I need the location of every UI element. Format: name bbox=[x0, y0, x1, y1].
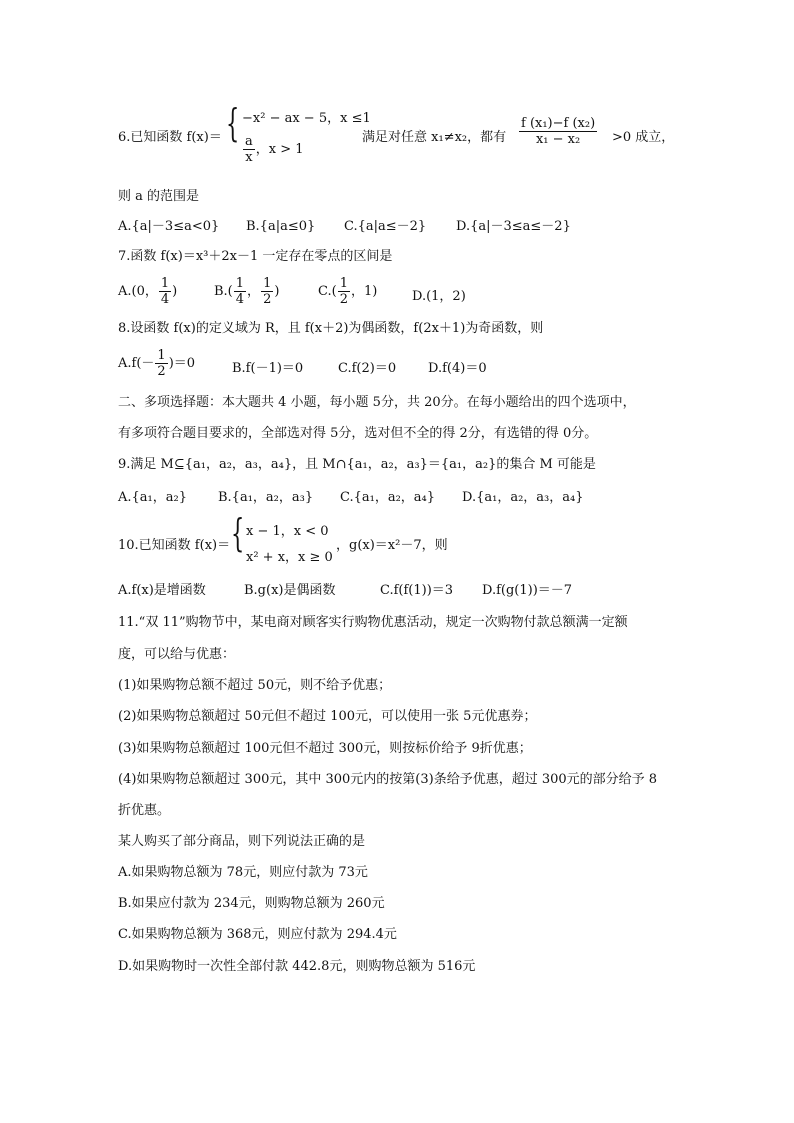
q7-c-num: 1 bbox=[339, 276, 348, 291]
q10-case2: x² + x，x ≥ 0 bbox=[246, 550, 333, 565]
q6-fraction bbox=[518, 116, 598, 147]
q7-a-den: 4 bbox=[160, 292, 170, 307]
q9-option-d: D.{a₁，a₂，a₃，a₄} bbox=[462, 490, 584, 505]
q10-suffix: ，g(x)＝x²－7，则 bbox=[336, 538, 448, 553]
q7-b-den2: 2 bbox=[263, 292, 272, 307]
q10-option-d: D.f(g(1))＝－7 bbox=[482, 583, 573, 598]
q6-case2-den: x bbox=[245, 150, 253, 165]
q7-b-post: ) bbox=[274, 284, 280, 299]
q9-option-a: A.{a₁，a₂} bbox=[118, 490, 187, 505]
q8-a-pre: A.f(－ bbox=[118, 356, 155, 371]
q6-case2-num: a bbox=[245, 134, 253, 149]
q11-rule2: (2)如果购物总额超过 50元但不超过 100元，可以使用一张 5元优惠券； bbox=[118, 709, 537, 724]
q9-option-c: C.{a₁，a₂，a₄} bbox=[340, 490, 436, 505]
q6-option-d: D.{a|－3≤a≤－2} bbox=[456, 219, 571, 234]
q9-option-b: B.{a₁，a₂，a₃} bbox=[218, 490, 314, 505]
section2-line2: 有多项符合题目要求的，全部选对得 5分，选对但不全的得 2分，有选错的得 0分。 bbox=[118, 426, 598, 441]
q11-rule4b: 折优惠。 bbox=[118, 803, 171, 818]
q7-a-post: ) bbox=[172, 284, 178, 299]
q6-case2-cond: ，x > 1 bbox=[255, 142, 304, 157]
section2-line1: 二、多项选择题：本大题共 4 小题，每小题 5分，共 20分。在每小题给出的四个选项中， bbox=[118, 395, 636, 410]
q6-option-a: A.{a|－3≤a<0} bbox=[118, 219, 220, 234]
q8-a-post: )＝0 bbox=[168, 356, 196, 371]
q7-option-b bbox=[214, 276, 279, 307]
q11-rule3: (3)如果购物总额超过 100元但不超过 300元，则按标价给予 9折优惠； bbox=[118, 741, 532, 756]
q9-stem: 9.满足 M⊆{a₁，a₂，a₃，a₄}，且 M∩{a₁，a₂，a₃}＝{a₁，a₂}的集合 M 可能是 bbox=[118, 457, 596, 472]
q7-stem: 7.函数 f(x)＝x³＋2x－1 一定存在零点的区间是 bbox=[118, 249, 393, 264]
q6-frac-num: f (x₁)−f (x₂) bbox=[521, 116, 596, 131]
q7-option-c bbox=[318, 276, 377, 307]
q6-case1: −x² − ax − 5，x ≤1 bbox=[242, 111, 371, 126]
q7-c-post: ，1) bbox=[350, 284, 378, 299]
q8-a-num: 1 bbox=[157, 348, 166, 363]
q7-option-d: D.(1，2) bbox=[412, 289, 466, 304]
q10-case1: x − 1，x < 0 bbox=[246, 524, 329, 539]
q6-option-b: B.{a|a≤0} bbox=[246, 219, 316, 234]
q7-b-den1: 4 bbox=[235, 292, 245, 307]
q8-option-b: B.f(－1)＝0 bbox=[232, 361, 304, 376]
q6-mid: 满足对任意 x₁≠x₂，都有 bbox=[362, 130, 507, 145]
q11-line1: 11.“双 11”购物节中，某电商对顾客实行购物优惠活动，规定一次购物付款总额满一定额 bbox=[118, 615, 628, 630]
q10-prefix: 10.已知函数 f(x)＝ bbox=[118, 538, 231, 553]
q8-option-c: C.f(2)＝0 bbox=[338, 361, 397, 376]
q11-option-b: B.如果应付款为 234元，则购物总额为 260元 bbox=[118, 896, 385, 911]
q7-a-num: 1 bbox=[160, 276, 170, 291]
q10-option-c: C.f(f(1))＝3 bbox=[380, 583, 454, 598]
q10-brace: { bbox=[231, 511, 245, 555]
q10-option-a: A.f(x)是增函数 bbox=[118, 583, 206, 598]
q8-option-d: D.f(4)＝0 bbox=[428, 361, 487, 376]
q7-a-pre: A.(0， bbox=[118, 284, 158, 299]
q7-b-pre: B.( bbox=[214, 284, 233, 299]
q7-b-mid: ， bbox=[247, 284, 261, 299]
q6-case2 bbox=[242, 134, 304, 165]
q8-stem: 8.设函数 f(x)的定义域为 R，且 f(x＋2)为偶函数，f(2x＋1)为奇函数，则 bbox=[118, 321, 544, 336]
q7-b-num1: 1 bbox=[235, 276, 245, 291]
q6-prefix: 6.已知函数 f(x)＝ bbox=[118, 130, 222, 145]
q10-option-b: B.g(x)是偶函数 bbox=[244, 583, 336, 598]
q6-frac-den: x₁ − x₂ bbox=[535, 132, 581, 147]
q7-c-pre: C.( bbox=[318, 284, 337, 299]
q11-option-c: C.如果购物总额为 368元，则应付款为 294.4元 bbox=[118, 927, 397, 942]
q8-a-den: 2 bbox=[157, 364, 166, 379]
q11-intro: 某人购买了部分商品，则下列说法正确的是 bbox=[118, 834, 366, 849]
q11-rule4: (4)如果购物总额超过 300元，其中 300元内的按第(3)条给予优惠，超过 300元的部分给予 8 bbox=[118, 772, 658, 787]
q6-option-c: C.{a|a≤－2} bbox=[344, 219, 427, 234]
q6-brace: { bbox=[226, 101, 240, 145]
q11-option-d: D.如果购物时一次性全部付款 442.8元，则购物总额为 516元 bbox=[118, 959, 476, 974]
q7-b-num2: 1 bbox=[263, 276, 272, 291]
q6-line2: 则 a 的范围是 bbox=[118, 189, 200, 204]
q7-c-den: 2 bbox=[339, 292, 348, 307]
q8-option-a bbox=[118, 348, 195, 379]
q6-suffix: >0 成立， bbox=[612, 130, 675, 145]
q7-option-a bbox=[118, 276, 177, 307]
q11-line2: 度，可以给与优惠： bbox=[118, 647, 236, 662]
q11-option-a: A.如果购物总额为 78元，则应付款为 73元 bbox=[118, 865, 368, 880]
q11-rule1: (1)如果购物总额不超过 50元，则不给予优惠； bbox=[118, 678, 392, 693]
